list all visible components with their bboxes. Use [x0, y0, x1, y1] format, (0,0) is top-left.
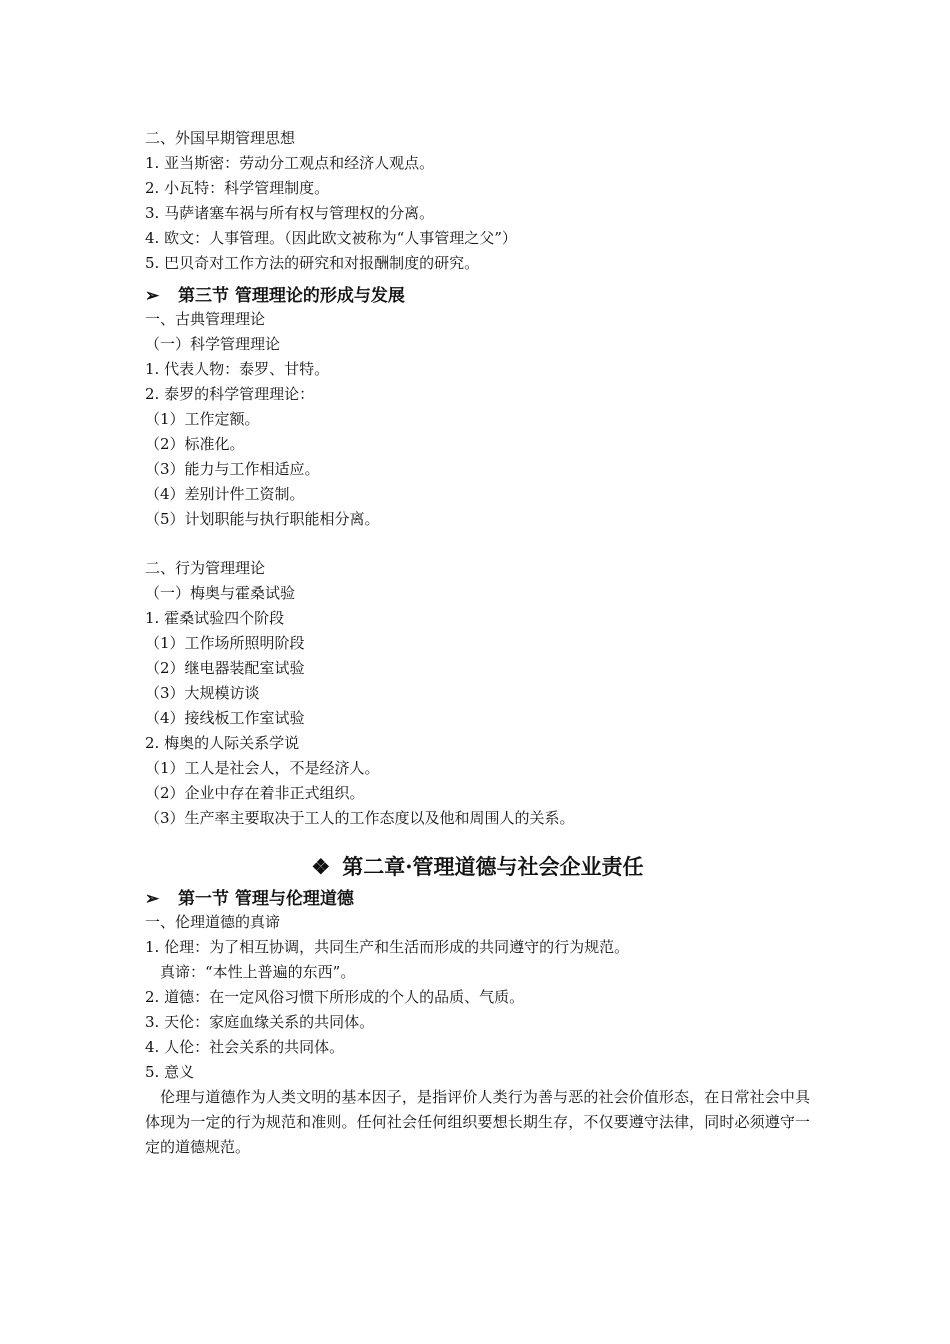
ethics-essence-heading: 一、伦理道德的真谛 [145, 913, 281, 932]
arrow-bullet-icon: ➢ [145, 286, 160, 307]
list-item: 3. 马萨诸塞车祸与所有权与管理权的分离。 [145, 203, 435, 222]
blank-line [145, 532, 810, 557]
list-item: 3. 天伦：家庭血缘关系的共同体。 [145, 1013, 375, 1032]
list-item: （3）生产率主要取决于工人的工作态度以及他和周围人的关系。 [145, 808, 575, 827]
list-item: 5. 巴贝奇对工作方法的研究和对报酬制度的研究。 [145, 253, 480, 272]
list-item: 1. 霍桑试验四个阶段 [145, 609, 285, 628]
chapter-2-title [145, 852, 810, 882]
behavioral-theory-heading: 二、行为管理理论 [145, 559, 266, 578]
list-item: 2. 泰罗的科学管理理论： [145, 385, 315, 404]
list-item: 2. 道德：在一定风俗习惯下所形成的个人的品质、气质。 [145, 988, 525, 1007]
classical-theory-heading: 一、古典管理理论 [145, 310, 266, 329]
list-item: 1. 亚当斯密：劳动分工观点和经济人观点。 [145, 153, 435, 172]
chapter-2-title-text: 第二章·管理道德与社会企业责任 [342, 854, 644, 880]
arrow-bullet-icon: ➢ [145, 889, 160, 910]
list-item: （3）大规模访谈 [145, 684, 260, 703]
list-item: （2）企业中存在着非正式组织。 [145, 783, 365, 802]
document-page [145, 126, 810, 1160]
section-1-title [145, 886, 810, 912]
list-item: （5）计划职能与执行职能相分离。 [145, 509, 380, 528]
list-item: （2）继电器装配室试验 [145, 659, 305, 678]
list-item: （1）工人是社会人，不是经济人。 [145, 758, 380, 777]
hawthorne-subheading: （一）梅奥与霍桑试验 [145, 584, 296, 603]
scientific-management-subheading: （一）科学管理理论 [145, 335, 281, 354]
list-item: （1）工作场所照明阶段 [145, 634, 305, 653]
list-item-continuation: 真谛：“本性上普遍的东西”。 [160, 963, 356, 982]
section-3-title [145, 283, 810, 309]
list-item: 1. 伦理：为了相互协调，共同生产和生活而形成的共同遵守的行为规范。 [145, 938, 630, 957]
list-item: （1）工作定额。 [145, 410, 260, 429]
list-item: 2. 小瓦特：科学管理制度。 [145, 178, 330, 197]
significance-paragraph: 伦理与道德作为人类文明的基本因子，是指评价人类行为善与恶的社会价值形态，在日常社会中具体现为一定的行为规范和准则。任何社会任何组织要想长期生存，不仅要遵守法律，同时必须遵守一定的道德规范。 [145, 1087, 810, 1156]
list-item: 5. 意义 [145, 1062, 195, 1081]
list-item: （4）接线板工作室试验 [145, 708, 305, 727]
section-3-title-text: 第三节 管理理论的形成与发展 [178, 286, 405, 307]
list-item: 4. 欧文：人事管理。（因此欧文被称为“人事管理之父”） [145, 228, 517, 247]
list-item: 4. 人伦：社会关系的共同体。 [145, 1037, 345, 1056]
list-item: （2）标准化。 [145, 434, 245, 453]
section-1-title-text: 第一节 管理与伦理道德 [178, 889, 354, 910]
list-item: （3）能力与工作相适应。 [145, 459, 320, 478]
list-item: （4）差别计件工资制。 [145, 484, 305, 503]
section-heading-foreign-thought: 二、外国早期管理思想 [145, 129, 296, 147]
diamond-bullet-icon: ❖ [311, 854, 331, 880]
list-item: 2. 梅奥的人际关系学说 [145, 733, 300, 752]
list-item: 1. 代表人物：泰罗、甘特。 [145, 360, 330, 379]
